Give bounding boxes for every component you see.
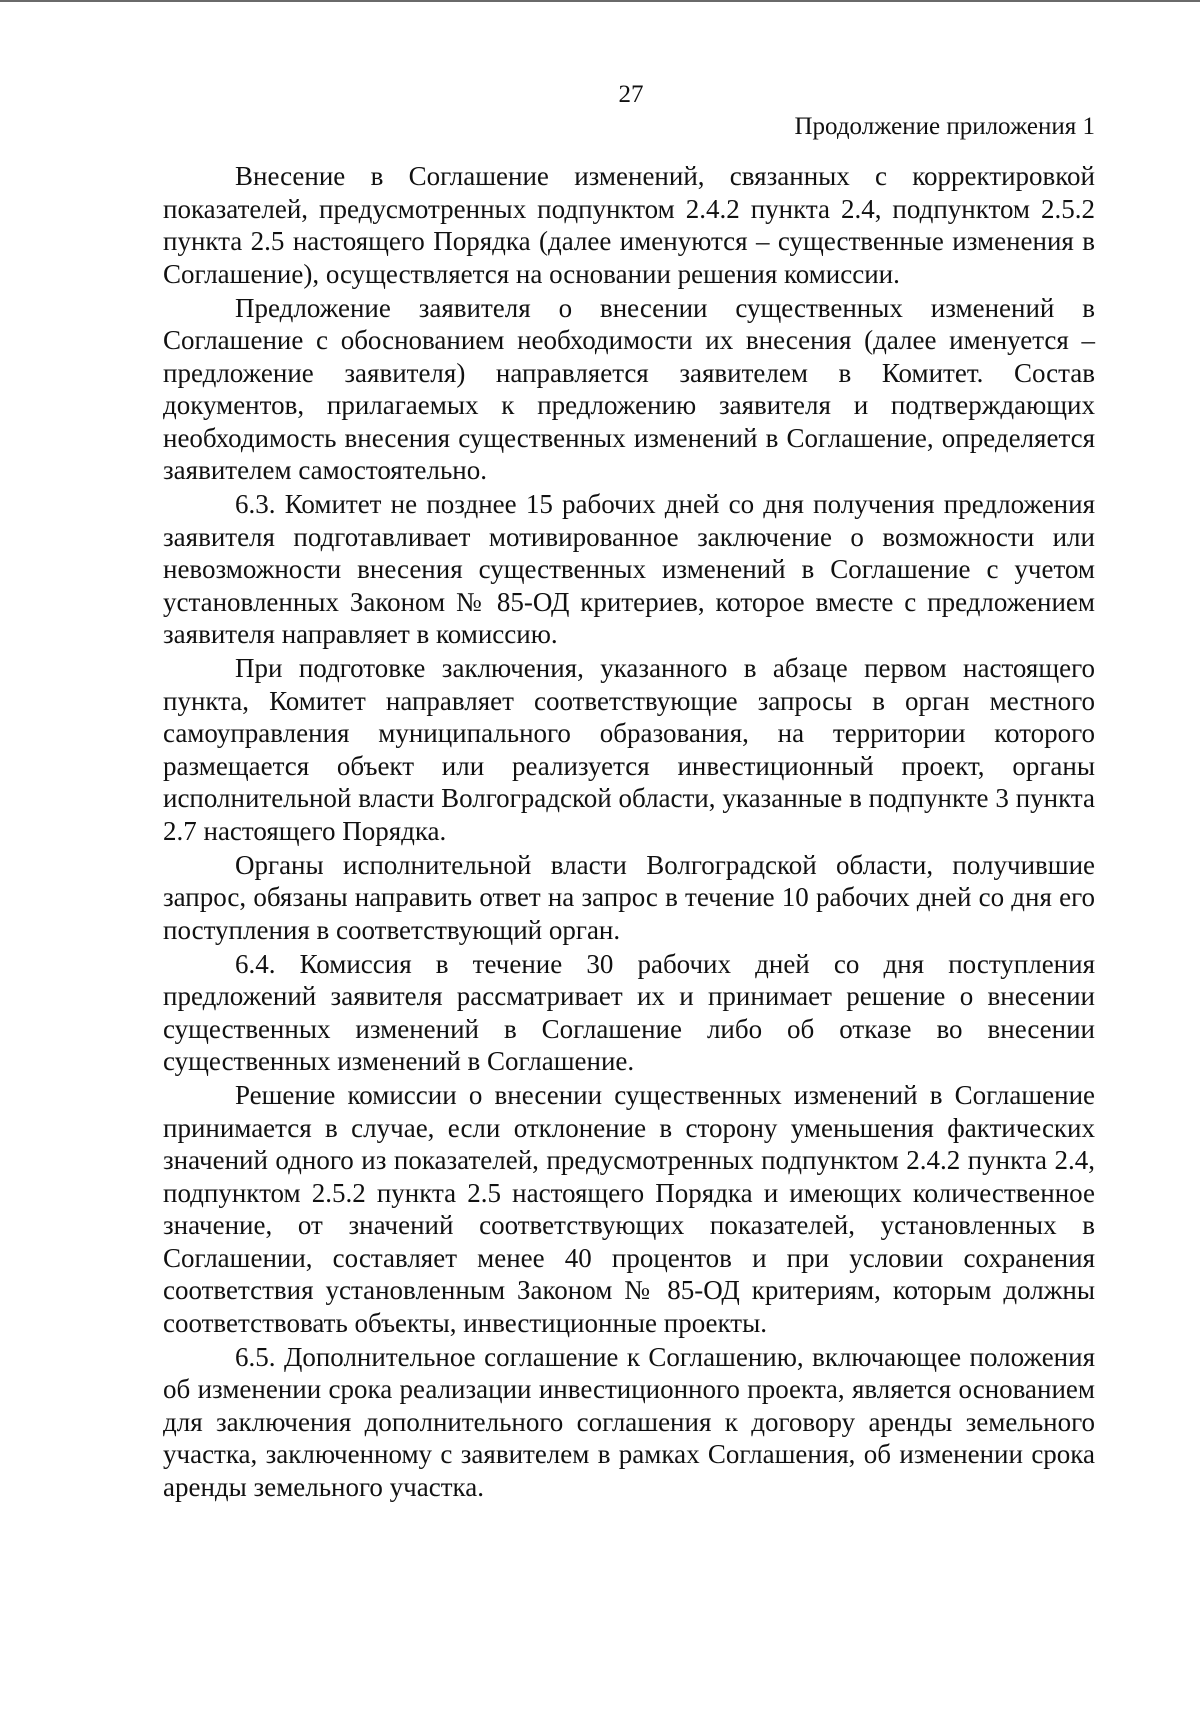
page-number: 27 — [618, 81, 644, 108]
appendix-continuation-note: Продолжение приложения 1 — [794, 113, 1095, 140]
paragraph-response-deadline: Органы исполнительной власти Волгоградской области, получившие запрос, обязаны направить ответ на запрос в течение 10 рабочих дней со дня его поступления в соответствующий орган. — [163, 849, 1095, 945]
document-page — [163, 80, 1095, 1505]
paragraph-clause-6-3: 6.3. Комитет не позднее 15 рабочих дней со дня получения предложения заявителя подготавливает мотивированное заключение о возможности или невозможности внесения существенных изменений в Соглашение с учетом установленных Законом № 85-ОД критериев, которое вместе с предложением заявителя направляет в комиссию. — [163, 489, 1095, 649]
paragraph-clause-6-5: 6.5. Дополнительное соглашение к Соглашению, включающее положения об изменении срока реализации инвестиционного проекта, является основанием для заключения дополнительного соглашения к договору аренды земельного участка, заключенному с заявителем в рамках Соглашения, об изменении срока аренды земельного участка. — [163, 1341, 1095, 1502]
paragraph-conclusion-requests: При подготовке заключения, указанного в абзаце первом настоящего пункта, Комитет направляет соответствующие запросы в орган местного самоуправления муниципального образования, на территории которого размещается объект или реализуется инвестиционный проект, органы исполнительной власти Волгоградской области, указанные в подпункте 3 пункта 2.7 настоящего Порядка. — [163, 653, 1095, 846]
paragraph-clause-6-4: 6.4. Комиссия в течение 30 рабочих дней со дня поступления предложений заявителя рассматривает их и принимает решение о внесении существенных изменений в Соглашение либо об отказе во внесении существенных изменений в Соглашение. — [163, 948, 1095, 1076]
paragraph-significant-changes-basis: Внесение в Соглашение изменений, связанных с корректировкой показателей, предусмотренных подпунктом 2.4.2 пункта 2.4, подпунктом 2.5.2 пункта 2.5 настоящего Порядка (далее именуются – существенные изменения в Соглашение), осуществляется на основании решения комиссии. — [163, 161, 1095, 289]
scan-top-border — [0, 0, 1200, 2]
paragraph-applicant-proposal: Предложение заявителя о внесении существенных изменений в Соглашение с обоснованием необходимости их внесения (далее именуется – предложение заявителя) направляется заявителем в Комитет. Состав документов, прилагаемых к предложению заявителя и подтверждающих необходимость внесения существенных изменений в Соглашение, определяется заявителем самостоятельно. — [163, 292, 1095, 485]
paragraph-commission-decision: Решение комиссии о внесении существенных изменений в Соглашение принимается в случае, если отклонение в сторону уменьшения фактических значений одного из показателей, предусмотренных подпунктом 2.4.2 пункта 2.4, подпунктом 2.5.2 пункта 2.5 настоящего Порядка и имеющих количественное значение, от значений соответствующих показателей, установленных в Соглашении, составляет менее 40 процентов и при условии сохранения соответствия установленным Законом № 85-ОД критериям, которым должны соответствовать объекты, инвестиционные проекты. — [163, 1080, 1095, 1338]
